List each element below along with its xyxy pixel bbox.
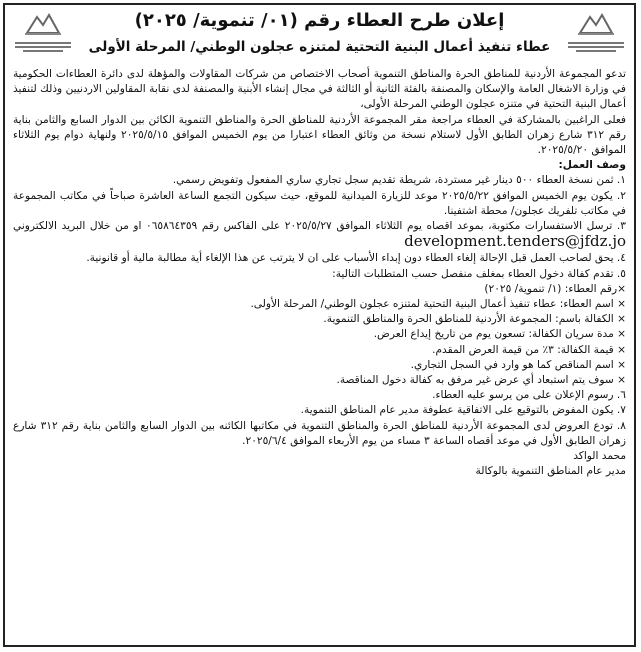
jfdz-logo-icon bbox=[566, 11, 626, 55]
list-item: ٢. يكون يوم الخميس الموافق ٢٠٢٥/٥/٢٢ موعد للزيارة الميدانية للموقع، حيث سيكون التجمع الساعة العاشرة صباحاً في مكاتب المجموعة في مكاتب تلفريك عجلون/ محطة اشتفينا. bbox=[13, 189, 626, 217]
guarantee-requirement: × قيمة الكفالة: ٣٪ من قيمة العرض المقدم. bbox=[432, 343, 626, 356]
guarantee-requirement: × اسم العطاء: عطاء تنفيذ أعمال البنية التحتية لمتنزه عجلون الوطني/ المرحلة الأولى. bbox=[250, 298, 626, 311]
guarantee-requirement: × الكفالة باسم: المجموعة الأردنية للمناطق الحرة والمناطق التنموية. bbox=[323, 313, 626, 326]
inquiry-text: ٣. ترسل الاستفسارات مكتوبة، بموعد اقصاه يوم الثلاثاء الموافق ٢٠٢٥/٥/٢٧ على الفاكس رقم ٠٦٥٨٦٤٣٥٩ او من خلال البريد الالكتروني bbox=[13, 220, 626, 233]
logo-text-lines bbox=[568, 40, 624, 54]
signatory-role: مدير عام المناطق التنموية بالوكالة bbox=[475, 465, 626, 478]
list-item: ٨. تودع العروض لدى المجموعة الأردنية للمناطق الحرة والمناطق التنموية في مكاتبها الكائنه بين الدوار السابع والثامن بناية رقم ٣١٢ شارع زهران الطابق الأول في موعد أقصاه الساعة ٣ مساء من يوم الأربعاء الموافق ٢٠٢٥/٦/٤. bbox=[13, 419, 626, 447]
tender-announcement bbox=[3, 3, 636, 647]
intro-paragraph: تدعو المجموعة الأردنية للمناطق الحرة والمناطق التنموية أصحاب الاختصاص من شركات المقاولات والمؤهلة لدى دائرة العطاءات الحكومية في وزارة الاشغال العامة والإسكان والمصنفة بالفئة الثانية أو الثالثة في مجال إنشاء الأبنية والمصنفة لدى نقابة المقاولين الاردنيين وذلك لتنفيذ أعمال البنية التحتية في متنزه عجلون الوطني المرحلة الأولى، bbox=[13, 68, 626, 111]
announcement-body bbox=[13, 67, 626, 479]
announcement-subtitle: عطاء تنفيذ أعمال البنية التحتية لمتنزه عجلون الوطني/ المرحلة الأولى bbox=[88, 39, 551, 55]
logo-mark-icon bbox=[576, 11, 616, 37]
logo-text-lines bbox=[15, 40, 71, 54]
list-item: ٧. يكون المفوض بالتوقيع على الاتفاقية عطوفة مدير عام المناطق التنموية. bbox=[300, 404, 626, 417]
list-item: ٦. رسوم الإعلان على من يرسو عليه العطاء. bbox=[432, 389, 626, 402]
list-item: ١. ثمن نسخة العطاء ٥٠٠ دينار غير مستردة، شريطة تقديم سجل تجاري ساري المفعول وتفويض رسمي. bbox=[172, 174, 626, 187]
guarantee-requirement: ×رقم العطاء: (١/ تنموية/ ٢٠٢٥) bbox=[484, 282, 626, 295]
email-link[interactable]: development.tenders@jfdz.jo bbox=[404, 232, 626, 251]
announcement-title: إعلان طرح العطاء رقم (٠١/ تنموية/ ٢٠٢٥) bbox=[134, 10, 505, 31]
jfdz-logo-icon bbox=[13, 11, 73, 55]
announcement-header bbox=[5, 5, 634, 67]
list-item: ٥. تقدم كفالة دخول العطاء بمغلف منفصل حسب المتطلبات التالية: bbox=[332, 267, 626, 280]
instructions-paragraph: فعلى الراغبين بالمشاركة في العطاء مراجعة مقر المجموعة الأردنية للمناطق الحرة والمناطق التنموية الكائن بين الدوار السابع والثامن بناية رقم ٣١٢ شارع زهران الطابق الأول لاستلام نسخة من وثائق العطاء اعتبارا من يوم الخميس الموافق ٢٠٢٥/٥/١٥ ولنهاية دوام يوم الثلاثاء الموافق ٢٠٢٥/٥/٢٠. bbox=[13, 113, 626, 157]
guarantee-requirement: × سوف يتم استبعاد أي عرض غير مرفق به كفالة دخول المناقصة. bbox=[336, 374, 626, 387]
guarantee-requirement: × مدة سريان الكفالة: تسعون يوم من تاريخ إيداع العرض. bbox=[373, 328, 626, 341]
list-item: ٤. يحق لصاحب العمل قبل الإحالة إلغاء العطاء دون إبداء الأسباب على ان لا يترتب عن هذا الإلغاء أية مطالبة مالية أو قانونية. bbox=[86, 252, 626, 265]
section-title: وصف العمل: bbox=[558, 159, 626, 172]
signatory-name: محمد الواكد bbox=[573, 450, 626, 463]
list-item bbox=[13, 219, 626, 251]
logo-mark-icon bbox=[23, 11, 63, 37]
guarantee-requirement: × اسم المناقص كما هو وارد في السجل التجاري. bbox=[410, 358, 626, 371]
